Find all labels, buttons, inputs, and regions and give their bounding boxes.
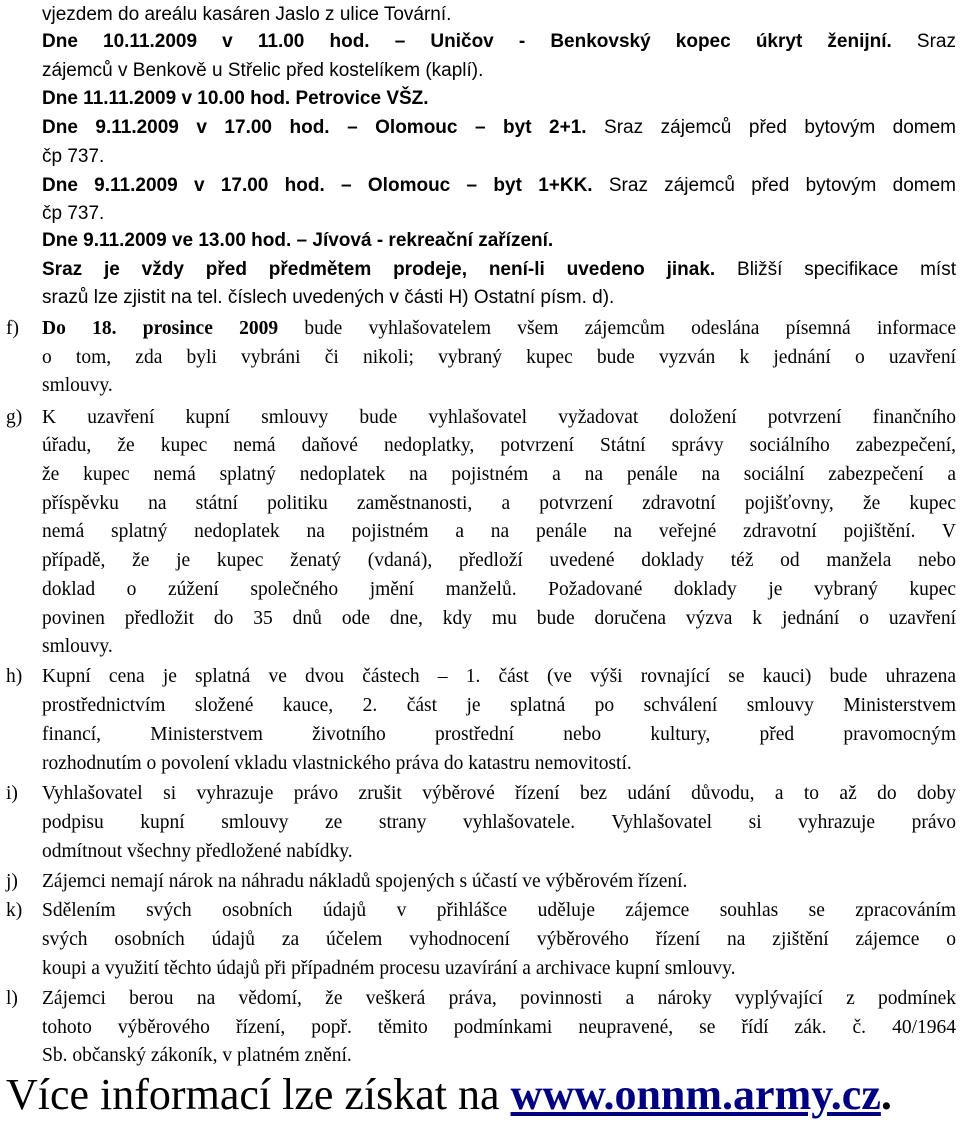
footer-info <box>6 1070 956 1120</box>
item-i-line: podpisu kupní smlouvy ze strany vyhlašovatele. Vyhlašovatel si vyhrazuje právo <box>42 812 956 833</box>
schedule-line <box>42 84 956 113</box>
item-g-line: smlouvy. <box>42 636 113 657</box>
schedule-line <box>42 113 956 142</box>
item-label-l: l) <box>6 988 18 1009</box>
schedule-text: čp 737. <box>42 203 105 224</box>
item-g-line: úřadu, že kupec nemá daňové nedoplatky, potvrzení Státní správy sociálního zabezpečení, <box>42 435 956 456</box>
item-f-line: o tom, zda byli vybráni či nikoli; vybraný kupec bude vyzván k jednání o uzavření <box>42 347 956 368</box>
footer-text: Více informací lze získat na <box>6 1070 511 1119</box>
item-g-line: příspěvku na státní politiku zaměstnanosti, a potvrzení zdravotní pojišťovny, že kupec <box>42 493 956 514</box>
schedule-line <box>42 283 956 312</box>
schedule-text: srazů lze zjistit na tel. číslech uvedených v části H) Ostatní písm. d). <box>42 287 615 308</box>
item-l-line: Sb. občanský zákoník, v platném znění. <box>42 1045 352 1066</box>
schedule-line <box>42 255 956 284</box>
schedule-date-bold: Dne 9.11.2009 v 17.00 hod. – Olomouc – byt 1+KK. <box>42 175 593 196</box>
item-f-date-bold: Do 18. prosince 2009 <box>42 318 279 339</box>
item-label-i: i) <box>6 783 18 804</box>
item-label-j: j) <box>6 871 18 892</box>
item-label-g: g) <box>6 407 23 428</box>
schedule-line <box>42 199 956 228</box>
schedule-line <box>42 142 956 171</box>
schedule-date-bold: Dne 9.11.2009 v 17.00 hod. – Olomouc – byt 2+1. <box>42 117 587 138</box>
schedule-date-bold: Dne 9.11.2009 ve 13.00 hod. – Jívová - rekreační zařízení. <box>42 230 554 251</box>
schedule-line <box>42 27 956 56</box>
schedule-line <box>42 0 956 29</box>
item-l-line: tohoto výběrového řízení, popř. těmito podmínkami neupravené, se řídí zák. č. 40/1964 <box>42 1017 956 1038</box>
item-g-line: že kupec nemá splatný nedoplatek na pojistném a na penále na sociální zabezpečení a <box>42 464 956 485</box>
item-g-line: K uzavření kupní smlouvy bude vyhlašovatel vyžadovat doložení potvrzení finančního <box>42 407 956 428</box>
item-i-line: Vyhlašovatel si vyhrazuje právo zrušit výběrové řízení bez udání důvodu, a to až do doby <box>42 783 956 804</box>
item-label-f: f) <box>6 318 19 339</box>
schedule-text: čp 737. <box>42 146 105 167</box>
item-l-line: Zájemci berou na vědomí, že veškerá práva, povinnosti a nároky vyplývající z podmínek <box>42 988 956 1009</box>
item-f-line: smlouvy. <box>42 375 113 396</box>
footer-period: . <box>880 1070 892 1119</box>
item-j-line: Zájemci nemají nárok na náhradu nákladů spojených s účastí ve výběrovém řízení. <box>42 871 688 892</box>
schedule-text: Sraz <box>891 31 956 52</box>
schedule-note-bold: Sraz je vždy před předmětem prodeje, není-li uvedeno jinak. <box>42 259 716 280</box>
schedule-text: zájemců v Benkově u Střelic před kostelíkem (kaplí). <box>42 60 484 81</box>
schedule-text: Bližší specifikace míst <box>715 259 956 280</box>
item-g-line: povinen předložit do 35 dnů ode dne, kdy mu bude doručena výzva k jednání o uzavření <box>42 608 956 629</box>
schedule-text: Sraz zájemců před bytovým domem <box>586 117 956 138</box>
item-f-text: bude vyhlašovatelem všem zájemcům odeslána písemná informace <box>278 318 956 339</box>
schedule-date-bold: Dne 11.11.2009 v 10.00 hod. Petrovice VŠZ. <box>42 88 429 109</box>
item-k-line: koupi a využití těchto údajů při případném procesu uzavírání a archivace kupní smlouvy. <box>42 958 736 979</box>
item-f-line <box>42 314 956 343</box>
item-k-line: Sdělením svých osobních údajů v přihlášce uděluje zájemce souhlas se zpracováním <box>42 900 956 921</box>
item-g-line: nemá splatný nedoplatek na pojistném a na penále na veřejné zdravotní pojištění. V <box>42 521 956 542</box>
schedule-line <box>42 56 956 85</box>
website-link[interactable]: www.onnm.army.cz <box>510 1070 881 1119</box>
item-k-line: svých osobních údajů za účelem vyhodnocení výběrového řízení na zjištění zájemce o <box>42 929 956 950</box>
schedule-text: Sraz zájemců před bytovým domem <box>592 175 956 196</box>
schedule-line <box>42 226 956 255</box>
item-i-line: odmítnout všechny předložené nabídky. <box>42 841 353 862</box>
item-label-h: h) <box>6 666 23 687</box>
item-h-line: financí, Ministerstvem životního prostřední nebo kultury, před pravomocným <box>42 724 956 745</box>
item-label-k: k) <box>6 900 23 921</box>
item-h-line: Kupní cena je splatná ve dvou částech – 1. část (ve výši rovnající se kauci) bude uhrazena <box>42 666 956 687</box>
schedule-date-bold: Dne 10.11.2009 v 11.00 hod. – Uničov - Benkovský kopec úkryt ženijní. <box>42 31 892 52</box>
item-g-line: případě, že je kupec ženatý (vdaná), předloží uvedené doklady též od manžela nebo <box>42 550 956 571</box>
schedule-line <box>42 171 956 200</box>
schedule-text: vjezdem do areálu kasáren Jaslo z ulice Tovární. <box>42 4 452 25</box>
item-g-line: doklad o zúžení společného jmění manželů. Požadované doklady je vybraný kupec <box>42 579 956 600</box>
item-h-line: rozhodnutím o povolení vkladu vlastnického práva do katastru nemovitostí. <box>42 753 632 774</box>
item-h-line: prostřednictvím složené kauce, 2. část je splatná po schválení smlouvy Ministerstvem <box>42 695 956 716</box>
